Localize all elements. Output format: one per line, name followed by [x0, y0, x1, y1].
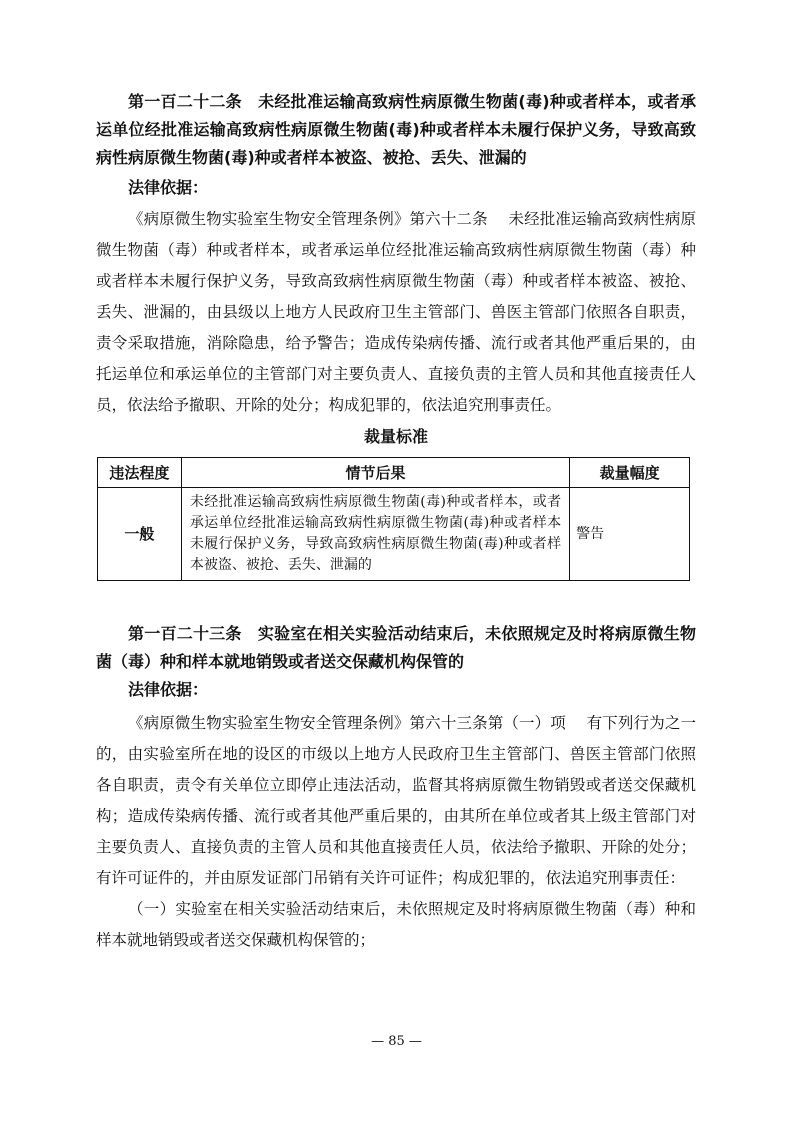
article-122-heading: 第一百二十二条 未经批准运输高致病性病原微生物菌(毒)种或者样本，或者承运单位经批准运输高致病性病原微生物菌(毒)种或者样本未履行保护义务，导致高致病性病原微生物菌(毒)种或者样本被盗、被抢、丢失、泄漏的 — [96, 92, 696, 167]
article-122-basis-label: 法律依据： — [128, 178, 209, 197]
cell-consequence: 未经批准运输高致病性病原微生物菌(毒)种或者样本，或者承运单位经批准运输高致病性病原微生物菌(毒)种或者样本未履行保护义务，导致高致病性病原微生物菌(毒)种或者样本被盗、被抢、丢失、泄漏的 — [181, 488, 569, 581]
article-122-basis — [96, 174, 696, 202]
article-123-basis-body — [96, 708, 696, 956]
column-header-consequence: 情节后果 — [181, 458, 569, 488]
article-122-section — [96, 88, 696, 172]
article-123-heading: 第一百二十三条 实验室在相关实验活动结束后，未依照规定及时将病原微生物菌（毒）种和样本就地销毁或者送交保藏机构保管的 — [96, 624, 696, 671]
article-123-section — [96, 620, 696, 676]
cell-level: 一般 — [98, 488, 182, 581]
standard-caption: 裁量标准 — [363, 427, 428, 446]
cell-penalty: 警告 — [570, 488, 690, 581]
column-header-level: 违法程度 — [98, 458, 182, 488]
article-123-basis-label: 法律依据： — [128, 680, 209, 699]
article-123-basis — [96, 676, 696, 704]
page-number: — 85 — — [371, 1034, 422, 1049]
article-123-item-1: （一）实验室在相关实验活动结束后，未依照规定及时将病原微生物菌（毒）种和样本就地销毁或者送交保藏机构保管的； — [96, 900, 696, 949]
article-122-basis-text: 《病原微生物实验室生物安全管理条例》第六十二条 未经批准运输高致病性病原微生物菌（毒）种或者样本，或者承运单位经批准运输高致病性病原微生物菌（毒）种或者样本未履行保护义务，导致高致病性病原微生物菌（毒）种或者样本被盗、被抢、丢失、泄漏的，由县级以上地方人民政府卫生主管部门、兽医主管部门依照各自职责，责令采取措施，消除隐患，给予警告；造成传染病传播、流行或者其他严重后果的，由托运单位和承运单位的主管部门对主要负责人、直接负责的主管人员和其他直接责任人员，依法给予撤职、开除的处分；构成犯罪的，依法追究刑事责任。 — [96, 210, 696, 414]
article-123-basis-text: 《病原微生物实验室生物安全管理条例》第六十三条第（一）项 有下列行为之一的，由实验室所在地的设区的市级以上地方人民政府卫生主管部门、兽医主管部门依照各自职责，责令有关单位立即停止违法活动，监督其将病原微生物销毁或者送交保藏机构；造成传染病传播、流行或者其他严重后果的，由其所在单位或者其上级主管部门对主要负责人、直接负责的主管人员和其他直接责任人员，依法给予撤职、开除的处分；有许可证件的，并由原发证部门吊销有关许可证件；构成犯罪的，依法追究刑事责任： — [96, 714, 696, 887]
table-header-row — [98, 458, 690, 488]
article-122-basis-body — [96, 204, 696, 421]
table-row — [98, 488, 690, 581]
discretion-standard-table — [97, 457, 690, 581]
column-header-penalty: 裁量幅度 — [570, 458, 690, 488]
